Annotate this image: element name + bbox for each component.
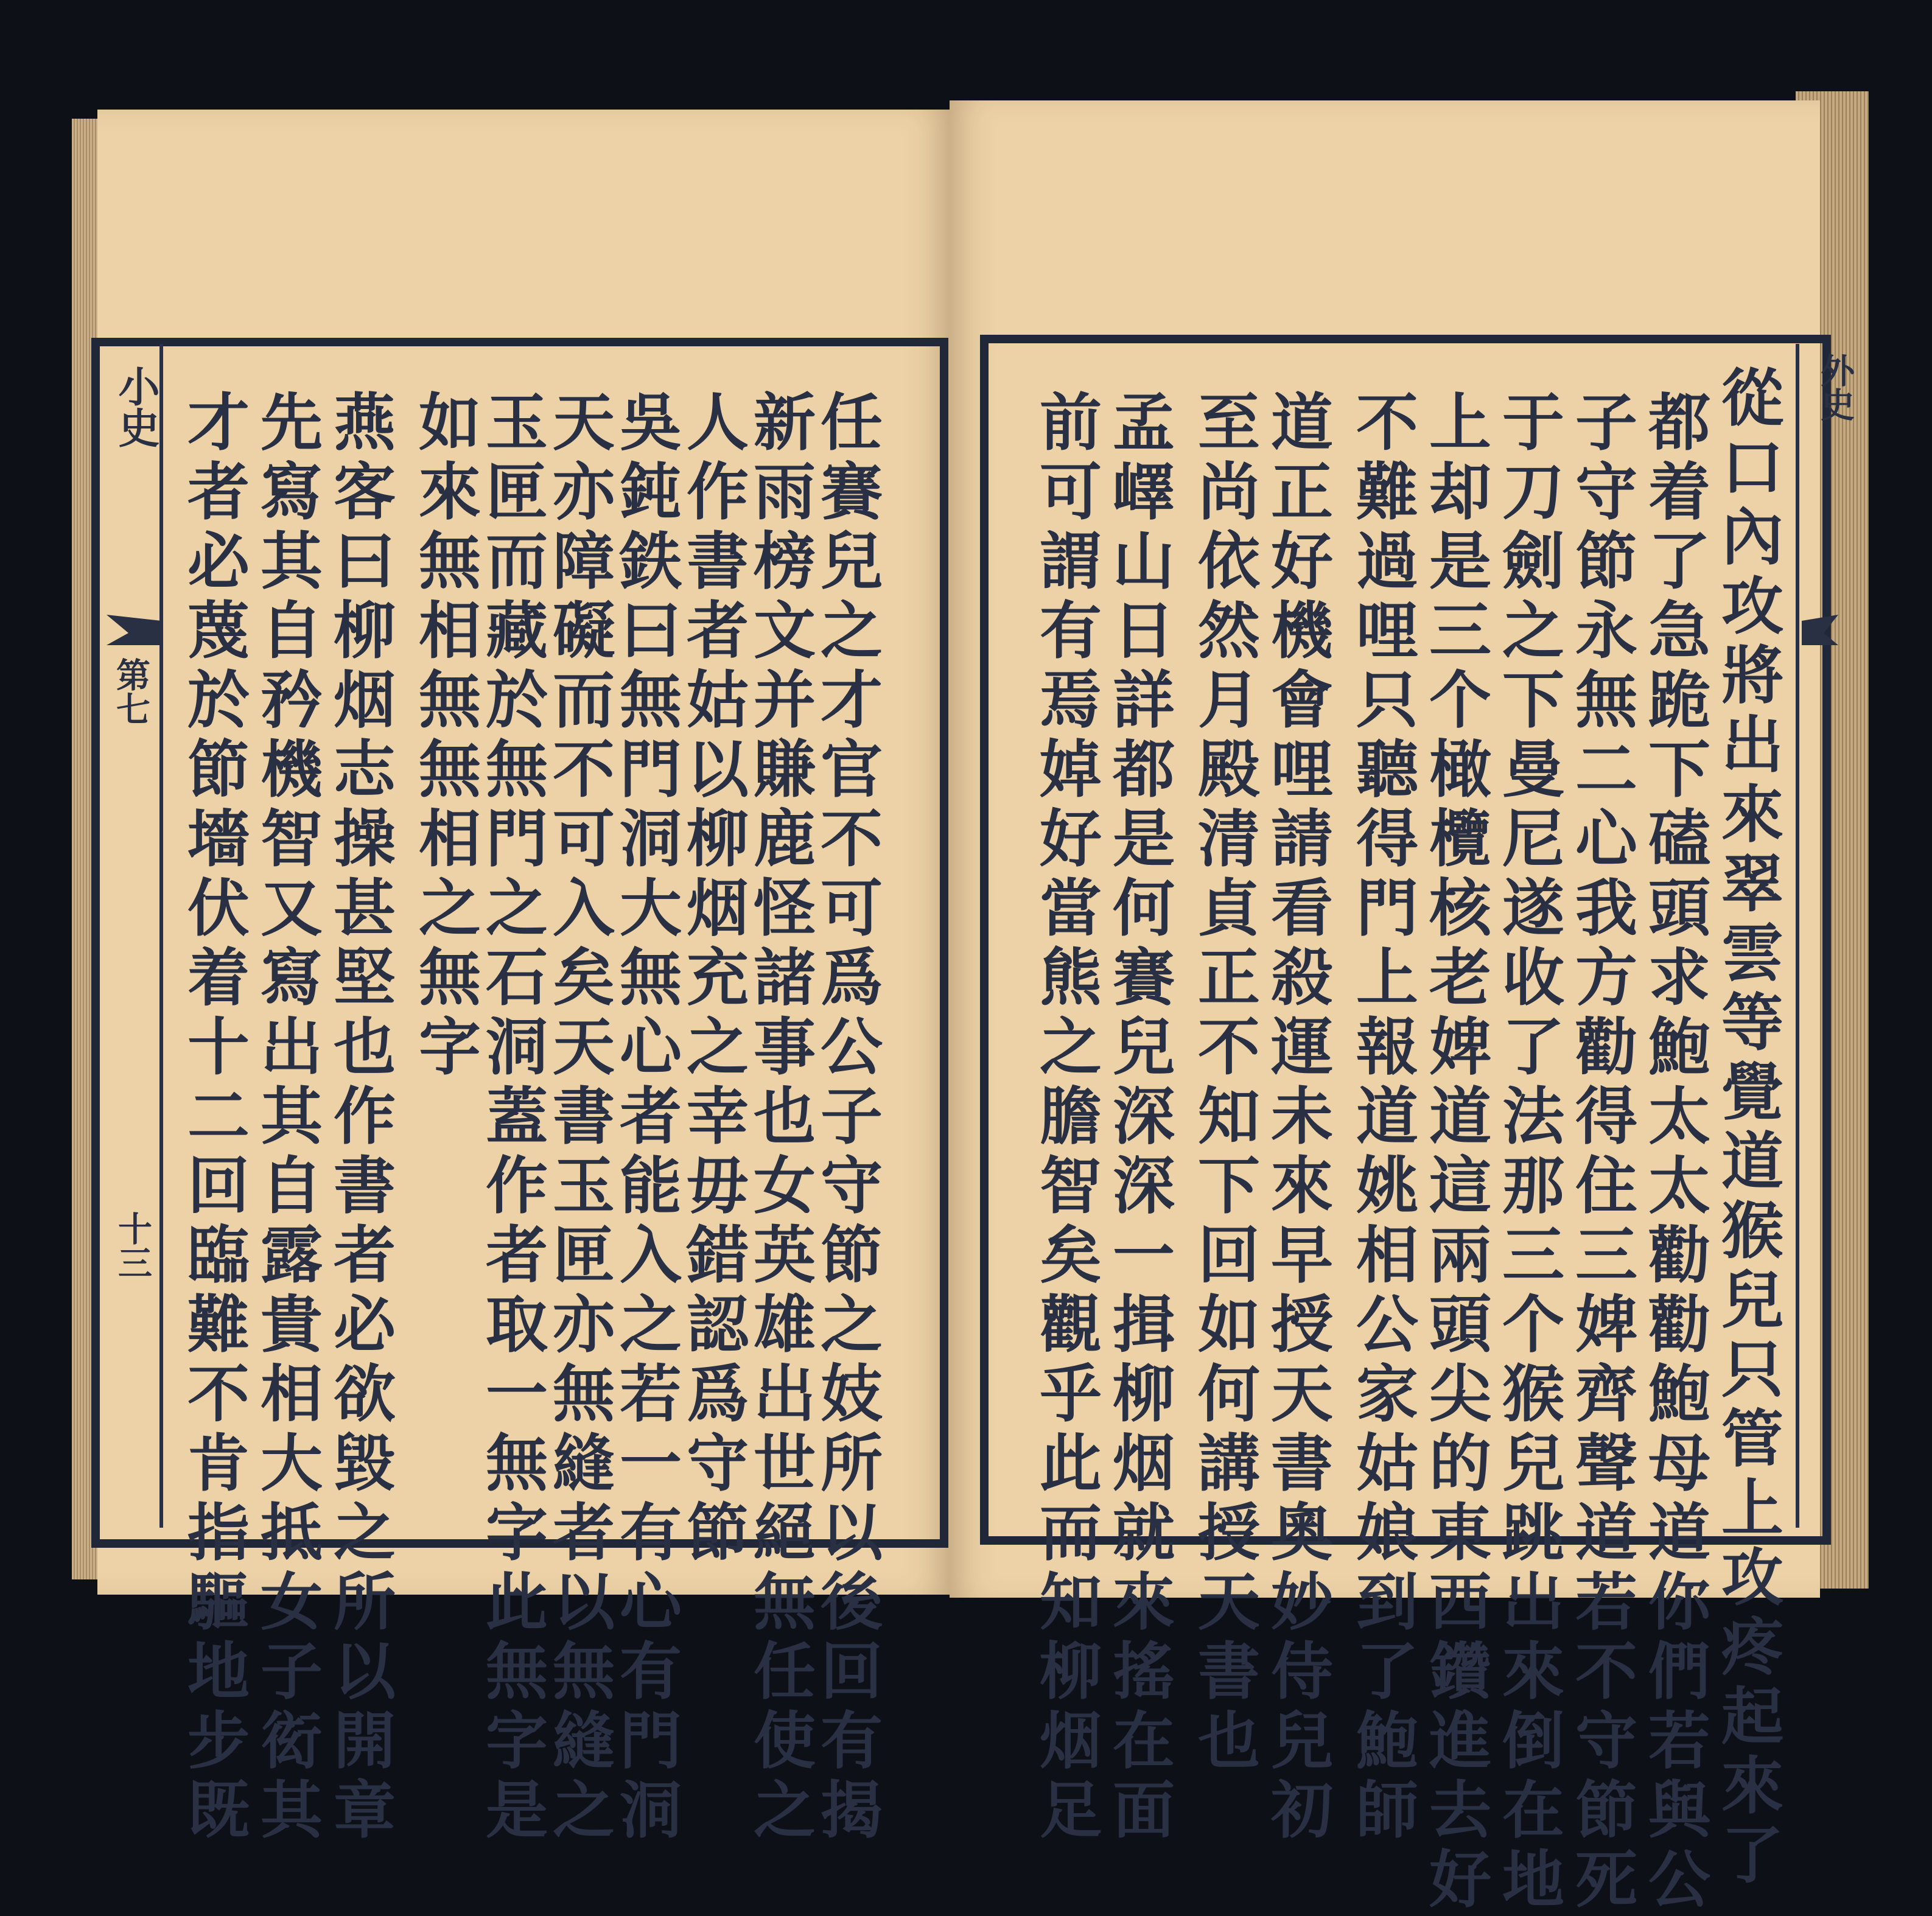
left-column-4: 吳鈍鉄曰無門洞大無心者能入之若一有心有門洞 xyxy=(609,390,682,1847)
left-column-8: 燕客曰柳烟志操甚堅也作書者必欲毀之所以開章 xyxy=(323,390,396,1847)
right-margin-title: 外史 xyxy=(1815,353,1855,421)
left-column-1: 任賽兒之才官不可爲公子守節之妓所以後回有揭 xyxy=(810,390,883,1847)
left-column-9: 先寫其自矜機智又寫出其自露貴相大抵女子衒其 xyxy=(250,390,323,1847)
left-column-7: 如來無相無無相之無字 xyxy=(408,390,481,1083)
right-column-2: 都着了急跪下磕頭求鮑太太勸勸鮑母道你們若與公 xyxy=(1638,390,1711,1916)
left-column-10: 才者必蔑於節墻伏着十二回臨難不肯指驅地步既 xyxy=(177,390,250,1847)
left-margin-chapter: 第七 xyxy=(111,657,151,725)
left-margin-page: 十三 xyxy=(113,1211,153,1279)
right-margin-rule xyxy=(1796,344,1799,1528)
right-column-1: 從口內攻將出來翠雲等覺道猴兒只管上攻疼起來了 xyxy=(1711,365,1784,1892)
right-column-8: 至尚依然月殿清貞正不知下回如何講授天書也 xyxy=(1188,390,1261,1777)
right-column-4: 于刀劍之下曼尼遂收了法那三个猴兒跳出來倒在地 xyxy=(1492,390,1565,1916)
left-column-3: 人作書者姑以柳烟充之幸毋錯認爲守節 xyxy=(676,390,749,1569)
left-column-6: 玉匣而藏於無門之石洞蓋作者取一無字此無字是 xyxy=(475,390,548,1847)
left-margin-title: 小史 xyxy=(111,365,160,448)
right-column-10: 前可謂有焉婥好當熊之膽智矣觀乎此而知柳烟足 xyxy=(1029,390,1102,1847)
right-column-9: 孟嶧山日詳都是何賽兒深深一揖柳烟就來搖在面 xyxy=(1102,390,1175,1847)
left-column-2: 新雨榜文并賺鹿怪諸事也女英雄出世絕無任使之 xyxy=(743,390,816,1847)
right-column-6: 不難過哩只聽得門上報道姚相公家姑娘到了鮑師 xyxy=(1346,390,1419,1847)
left-column-5: 天亦障礙而不可入矣天書玉匣亦無縫者以無縫之 xyxy=(542,390,615,1847)
left-margin-rule xyxy=(159,344,163,1528)
right-column-5: 上却是三个橄欖核老婢道這兩頭尖的東西鑽進去好 xyxy=(1419,390,1492,1916)
right-column-3: 子守節永無二心我方勸得住三婢齊聲道若不守節死 xyxy=(1565,390,1638,1916)
right-column-7: 道正好機會哩請看殺運未來早授天書奧妙侍兒初 xyxy=(1261,390,1334,1847)
